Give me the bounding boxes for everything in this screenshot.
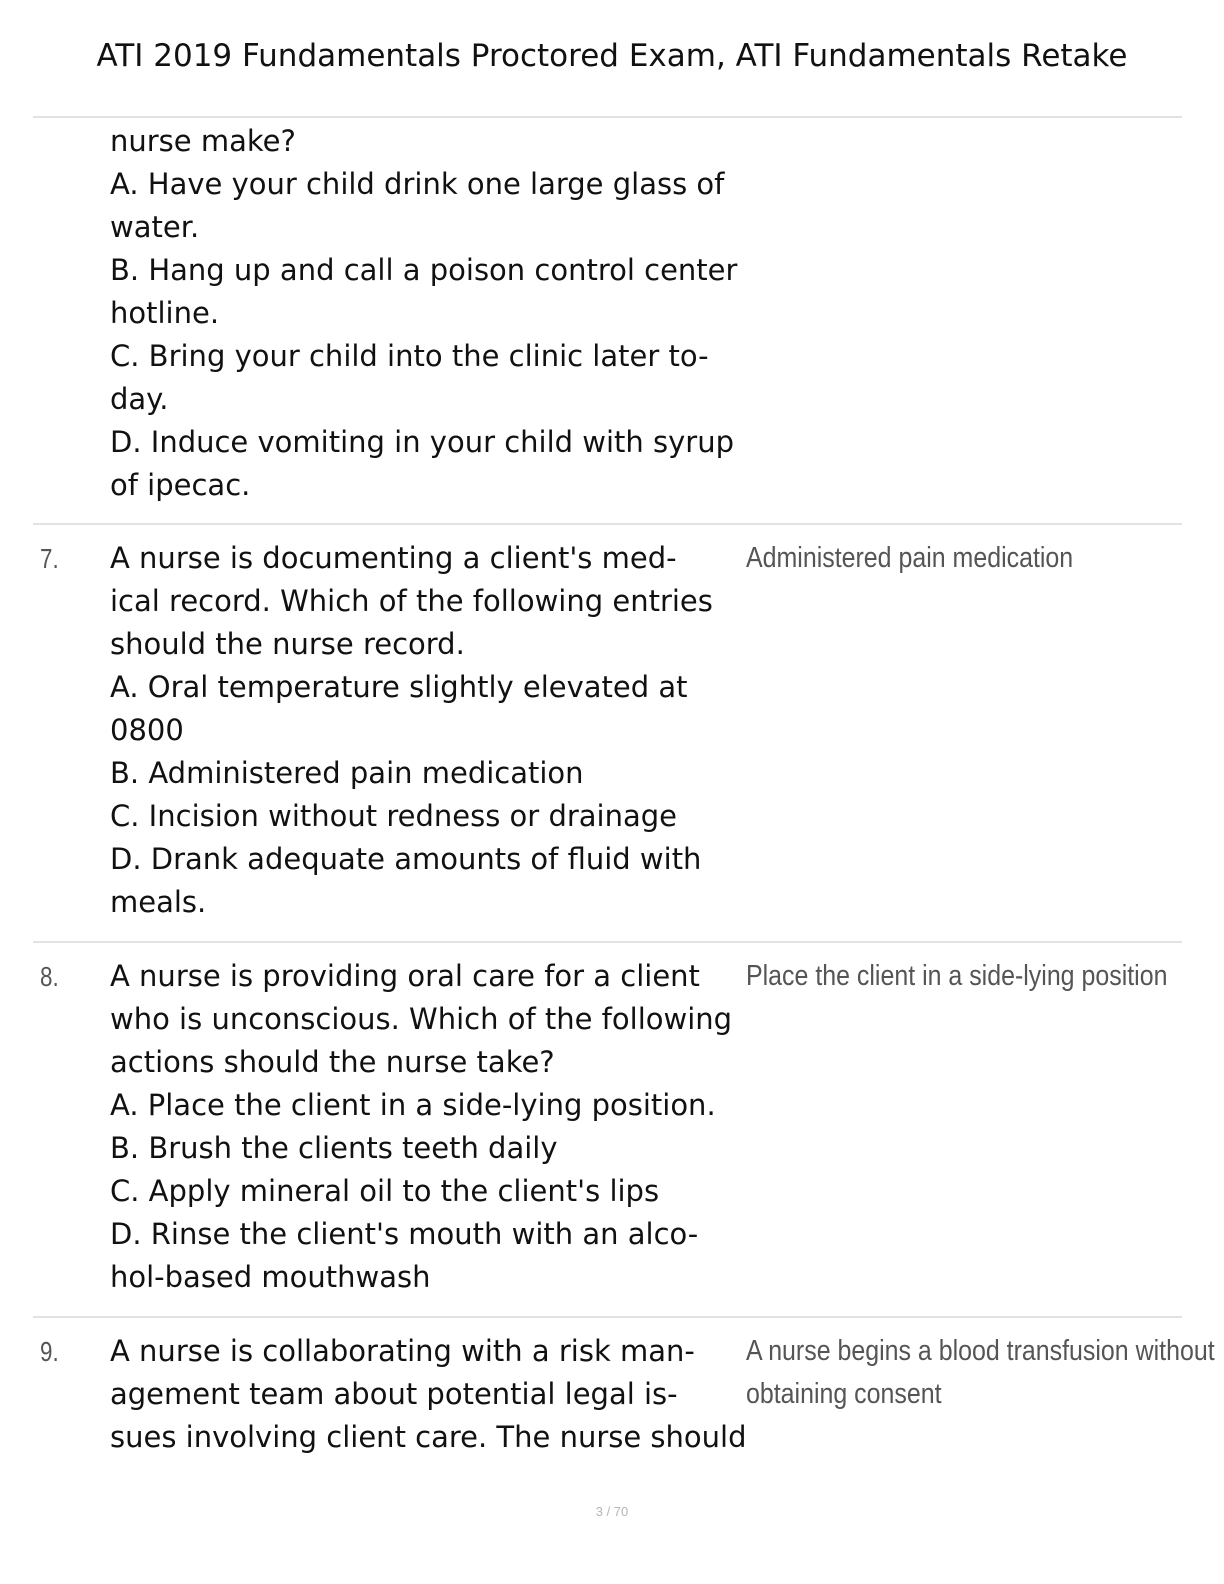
option-b: B. Brush the clients teeth daily xyxy=(110,1131,558,1165)
question-text xyxy=(110,537,750,924)
question-number: 7. xyxy=(40,543,59,574)
page-number: 3 / 70 xyxy=(595,1504,629,1519)
divider xyxy=(33,116,1182,118)
question-line: nurse make? xyxy=(110,124,296,158)
question-text xyxy=(110,955,750,1299)
option-c-cont: day. xyxy=(110,382,169,416)
option-d-cont: meals. xyxy=(110,885,207,919)
question-line: who is unconscious. Which of the following xyxy=(110,1002,733,1036)
question-line: A nurse is documenting a client's med- xyxy=(110,541,677,575)
answer-line: Administered pain medication xyxy=(746,542,1074,574)
answer-line: obtaining consent xyxy=(746,1378,942,1410)
option-a-cont: water. xyxy=(110,210,200,244)
option-a: A. Have your child drink one large glass of xyxy=(110,167,725,201)
question-text xyxy=(110,1330,750,1459)
answer-text xyxy=(746,1330,1215,1416)
option-b: B. Administered pain medication xyxy=(110,756,584,790)
divider xyxy=(33,1316,1182,1318)
question-line: actions should the nurse take? xyxy=(110,1045,555,1079)
question-text xyxy=(110,120,750,507)
option-d: D. Drank adequate amounts of fluid with xyxy=(110,842,702,876)
option-a: A. Place the client in a side-lying position. xyxy=(110,1088,716,1122)
question-number: 8. xyxy=(40,961,59,992)
question-line: sues involving client care. The nurse should xyxy=(110,1420,747,1454)
question-line: agement team about potential legal is- xyxy=(110,1377,678,1411)
option-d: D. Rinse the client's mouth with an alco- xyxy=(110,1217,699,1251)
question-line: A nurse is collaborating with a risk man- xyxy=(110,1334,695,1368)
option-d-cont: of ipecac. xyxy=(110,468,251,502)
option-d: D. Induce vomiting in your child with syrup xyxy=(110,425,735,459)
question-line: ical record. Which of the following entries xyxy=(110,584,713,618)
option-a-cont: 0800 xyxy=(110,713,184,747)
answer-text xyxy=(746,537,1133,580)
question-number: 9. xyxy=(40,1336,59,1367)
page-header-title: ATI 2019 Fundamentals Proctored Exam, ATI Fundamentals Retake xyxy=(96,38,1128,74)
divider xyxy=(33,941,1182,943)
question-line: A nurse is providing oral care for a client xyxy=(110,959,700,993)
question-line: should the nurse record. xyxy=(110,627,465,661)
option-c: C. Bring your child into the clinic later to- xyxy=(110,339,709,373)
answer-text xyxy=(746,955,1168,998)
option-b: B. Hang up and call a poison control center xyxy=(110,253,738,287)
divider xyxy=(33,523,1182,525)
answer-line: Place the client in a side-lying position xyxy=(746,960,1168,992)
option-c: C. Incision without redness or drainage xyxy=(110,799,678,833)
option-b-cont: hotline. xyxy=(110,296,220,330)
option-a: A. Oral temperature slightly elevated at xyxy=(110,670,688,704)
option-c: C. Apply mineral oil to the client's lips xyxy=(110,1174,660,1208)
answer-line: A nurse begins a blood transfusion without xyxy=(746,1335,1215,1367)
option-d-cont: hol-based mouthwash xyxy=(110,1260,431,1294)
